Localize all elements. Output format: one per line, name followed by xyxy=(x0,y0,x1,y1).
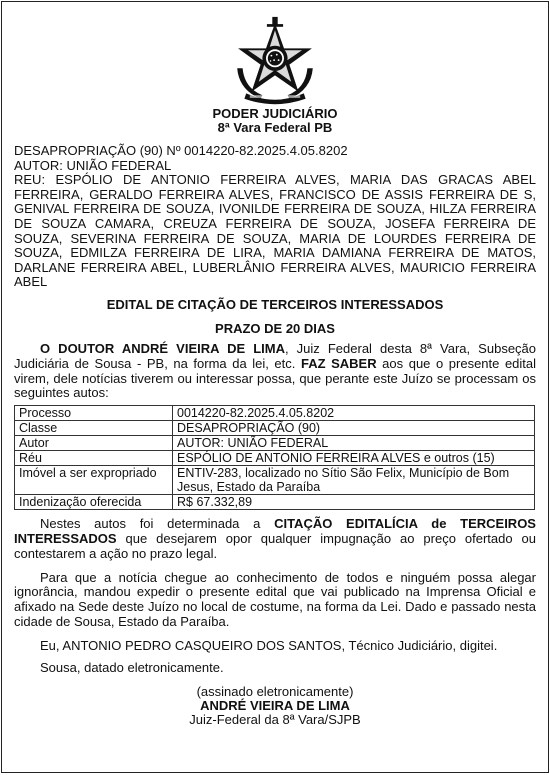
header-line2: 8ª Vara Federal PB xyxy=(217,120,333,135)
table-label: Classe xyxy=(15,421,173,436)
table-value: DESAPROPRIAÇÃO (90) xyxy=(173,421,535,436)
case-defendants: REU: ESPÓLIO DE ANTONIO FERREIRA ALVES, MARIA DAS GRACAS ABEL FERREIRA, GERALDO FERREIRA ALVES, FRANCISCO DE ASSIS FERREIRA DE S, GENIVAL FERREIRA DE SOUZA, IVONILDE FERREIRA DE SOUZA, HILZA FERREIRA DE SOUZA CAMARA, CREUZA FERREIRA DE SOUZA, JOSEFA FERREIRA DE SOUZA, SEVERINA FERREIRA DE SOUZA, MARIA DE LOURDES FERREIRA DE SOUZA, EDMILZA FERREIRA DE LIRA, MARIA DAMIANA FERREIRA DE MATOS, DARLANE FERREIRA ABEL, LUBERLÂNIO FERREIRA ALVES, MAURICIO FERREIRA ABEL xyxy=(14,172,536,290)
citation-paragraph xyxy=(14,517,536,561)
intro-paragraph xyxy=(14,342,536,401)
signature-note: (assinado eletronicamente) xyxy=(196,684,354,700)
table-row xyxy=(15,495,535,510)
table-value: 0014220-82.2025.4.05.8202 xyxy=(173,406,535,421)
case-info xyxy=(14,144,536,290)
table-label: Réu xyxy=(15,451,173,466)
judge-name: O DOUTOR ANDRÉ VIEIRA DE LIMA xyxy=(40,340,285,356)
faz-saber: FAZ SABER xyxy=(300,355,377,371)
intro-text-2: aos que o presente edital virem, dele notícias tiverem ou interessar possa, que perante este Juízo se processam os seguintes autos: xyxy=(14,355,537,401)
table-value: R$ 67.332,89 xyxy=(173,495,535,510)
table-label: Processo xyxy=(15,406,173,421)
typist-paragraph: Eu, ANTONIO PEDRO CASQUEIRO DOS SANTOS, Técnico Judiciário, digitei. xyxy=(40,637,498,653)
signature-name: ANDRÉ VIEIRA DE LIMA xyxy=(200,698,350,714)
p1-text-2: que desejarem opor qualquer impugnação ao preço ofertado ou contestarem a ação no prazo legal. xyxy=(14,530,536,561)
publication-paragraph: Para que a notícia chegue ao conhecimento de todos e ninguém possa alegar ignorância, mandou expedir o presente edital que vai publicado na Imprensa Oficial e afixado na Sede deste Juízo no local de costume, na forma da Lei. Dado e passado nesta cidade de Sousa, Estado da Paraíba. xyxy=(14,569,536,629)
case-table xyxy=(14,405,535,510)
signature-block xyxy=(14,685,536,727)
table-row xyxy=(15,406,535,421)
intro-text-1: , Juiz Federal desta 8ª Vara, Subseção Judiciária de Sousa - PB, na forma da lei, etc. xyxy=(14,340,537,371)
table-row xyxy=(15,421,535,436)
date-paragraph: Sousa, datado eletronicamente. xyxy=(40,659,224,675)
table-row xyxy=(15,466,535,495)
table-value: ENTIV-283, localizado no Sítio São Felix, Município de Bom Jesus, Estado da Paraíba xyxy=(173,466,535,495)
p1-bold: CITAÇÃO EDITALÍCIA de TERCEIROS INTERESSADOS xyxy=(14,516,536,546)
table-value: AUTOR: UNIÃO FEDERAL xyxy=(173,436,535,451)
table-value: ESPÓLIO DE ANTONIO FERREIRA ALVES e outros (15) xyxy=(173,451,535,466)
table-row xyxy=(15,451,535,466)
edital-page xyxy=(1,1,549,773)
table-label: Autor xyxy=(15,436,173,451)
table-row xyxy=(15,436,535,451)
case-author-line: AUTOR: UNIÃO FEDERAL xyxy=(14,157,172,173)
header-line1: PODER JUDICIÁRIO xyxy=(212,106,338,121)
case-class-line: DESAPROPRIAÇÃO (90) Nº 0014220-82.2025.4.05.8202 xyxy=(14,143,348,158)
table-label: Indenização oferecida xyxy=(15,495,173,510)
brazil-coat-of-arms-icon xyxy=(230,16,320,106)
edital-title: EDITAL DE CITAÇÃO DE TERCEIROS INTERESSADOS xyxy=(106,296,444,312)
edital-term: PRAZO DE 20 DIAS xyxy=(215,320,335,336)
p1-text-1: Nestes autos foi determinada a xyxy=(40,516,275,532)
signature-role: Juiz-Federal da 8ª Vara/SJPB xyxy=(189,712,361,728)
table-label: Imóvel a ser expropriado xyxy=(15,466,173,495)
